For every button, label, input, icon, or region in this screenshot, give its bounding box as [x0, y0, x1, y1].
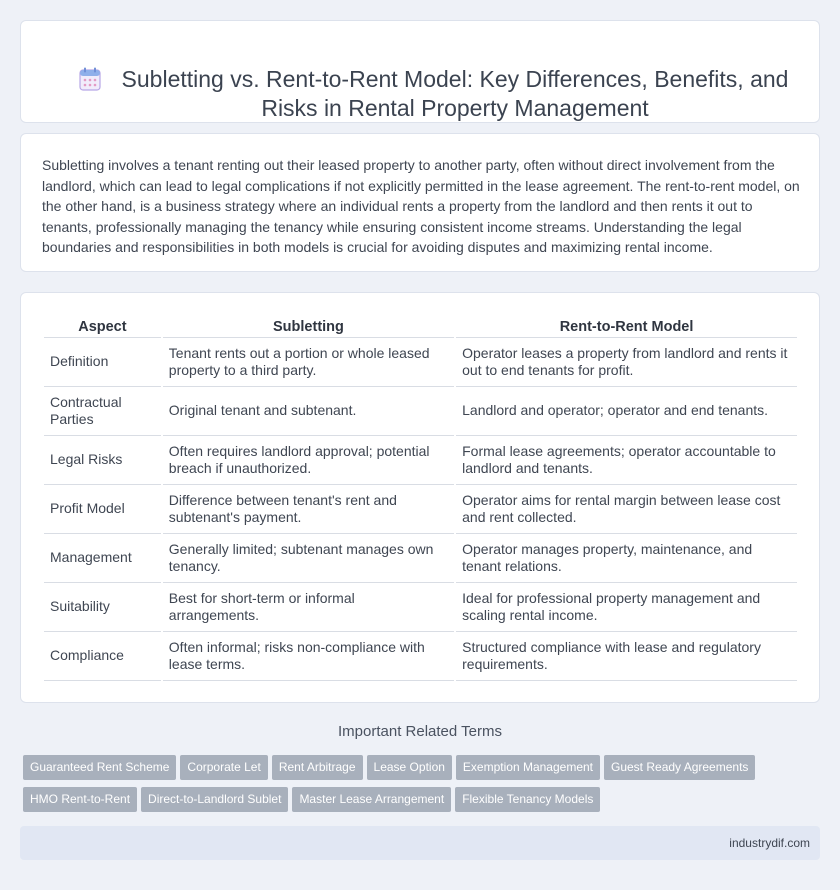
rent-to-rent-cell: Structured compliance with lease and regulatory requirements.	[456, 632, 797, 681]
table-row	[44, 436, 797, 485]
table-header-row	[44, 316, 797, 338]
tag-corporate-let[interactable]: Corporate Let	[180, 755, 267, 780]
comparison-card	[20, 292, 820, 703]
aspect-cell: Contractual Parties	[44, 387, 161, 436]
tag-hmo-rent-to-rent[interactable]: HMO Rent-to-Rent	[23, 787, 137, 812]
rent-to-rent-cell: Operator leases a property from landlord and rents it out to end tenants for profit.	[456, 338, 797, 387]
intro-card	[20, 133, 820, 272]
tag-master-lease-arrangement[interactable]: Master Lease Arrangement	[292, 787, 451, 812]
table-row	[44, 583, 797, 632]
header-rent-to-rent: Rent-to-Rent Model	[456, 316, 797, 338]
tag-guest-ready-agreements[interactable]: Guest Ready Agreements	[604, 755, 755, 780]
table-row	[44, 387, 797, 436]
related-tags-row-1	[23, 755, 813, 780]
page-title: Subletting vs. Rent-to-Rent Model: Key Differences, Benefits, and Risks in Rental Property Management	[121, 66, 789, 121]
related-tags-row-2	[23, 787, 813, 812]
title-card	[20, 20, 820, 123]
table-row	[44, 534, 797, 583]
tag-flexible-tenancy-models[interactable]: Flexible Tenancy Models	[455, 787, 600, 812]
subletting-cell: Often requires landlord approval; potential breach if unauthorized.	[163, 436, 454, 485]
comparison-table	[42, 316, 799, 681]
calendar-icon	[79, 67, 101, 91]
aspect-cell: Profit Model	[44, 485, 161, 534]
aspect-cell: Compliance	[44, 632, 161, 681]
aspect-cell: Suitability	[44, 583, 161, 632]
table-row	[44, 485, 797, 534]
subletting-cell: Original tenant and subtenant.	[163, 387, 454, 436]
header-subletting: Subletting	[163, 316, 454, 338]
aspect-cell: Legal Risks	[44, 436, 161, 485]
tag-exemption-management[interactable]: Exemption Management	[456, 755, 600, 780]
rent-to-rent-cell: Formal lease agreements; operator accountable to landlord and tenants.	[456, 436, 797, 485]
tag-rent-arbitrage[interactable]: Rent Arbitrage	[272, 755, 363, 780]
rent-to-rent-cell: Ideal for professional property management and scaling rental income.	[456, 583, 797, 632]
rent-to-rent-cell: Landlord and operator; operator and end tenants.	[456, 387, 797, 436]
aspect-cell: Management	[44, 534, 161, 583]
table-row	[44, 338, 797, 387]
aspect-cell: Definition	[44, 338, 161, 387]
rent-to-rent-cell: Operator aims for rental margin between lease cost and rent collected.	[456, 485, 797, 534]
footer	[20, 826, 820, 860]
subletting-cell: Tenant rents out a portion or whole leased property to a third party.	[163, 338, 454, 387]
tag-guaranteed-rent-scheme[interactable]: Guaranteed Rent Scheme	[23, 755, 176, 780]
tag-direct-to-landlord-sublet[interactable]: Direct-to-Landlord Sublet	[141, 787, 288, 812]
rent-to-rent-cell: Operator manages property, maintenance, and tenant relations.	[456, 534, 797, 583]
subletting-cell: Often informal; risks non-compliance with lease terms.	[163, 632, 454, 681]
footer-site-link[interactable]: industrydif.com	[729, 836, 810, 850]
header-aspect: Aspect	[44, 316, 161, 338]
subletting-cell: Difference between tenant's rent and subtenant's payment.	[163, 485, 454, 534]
related-terms-heading: Important Related Terms	[338, 723, 502, 740]
subletting-cell: Generally limited; subtenant manages own tenancy.	[163, 534, 454, 583]
tag-lease-option[interactable]: Lease Option	[367, 755, 452, 780]
intro-paragraph: Subletting involves a tenant renting out their leased property to another party, often without direct involvement from the landlord, which can lead to legal complications if not explicitly permitted in the lease agreement. The rent-to-rent model, on the other hand, is a business strategy where an individual rents a property from the landlord and then rents it out to tenants, professionally managing the tenancy while ensuring consistent income streams. Understanding the legal boundaries and responsibilities in both models is crucial for avoiding disputes and maximizing rental income.	[42, 157, 800, 255]
table-row	[44, 632, 797, 681]
subletting-cell: Best for short-term or informal arrangements.	[163, 583, 454, 632]
